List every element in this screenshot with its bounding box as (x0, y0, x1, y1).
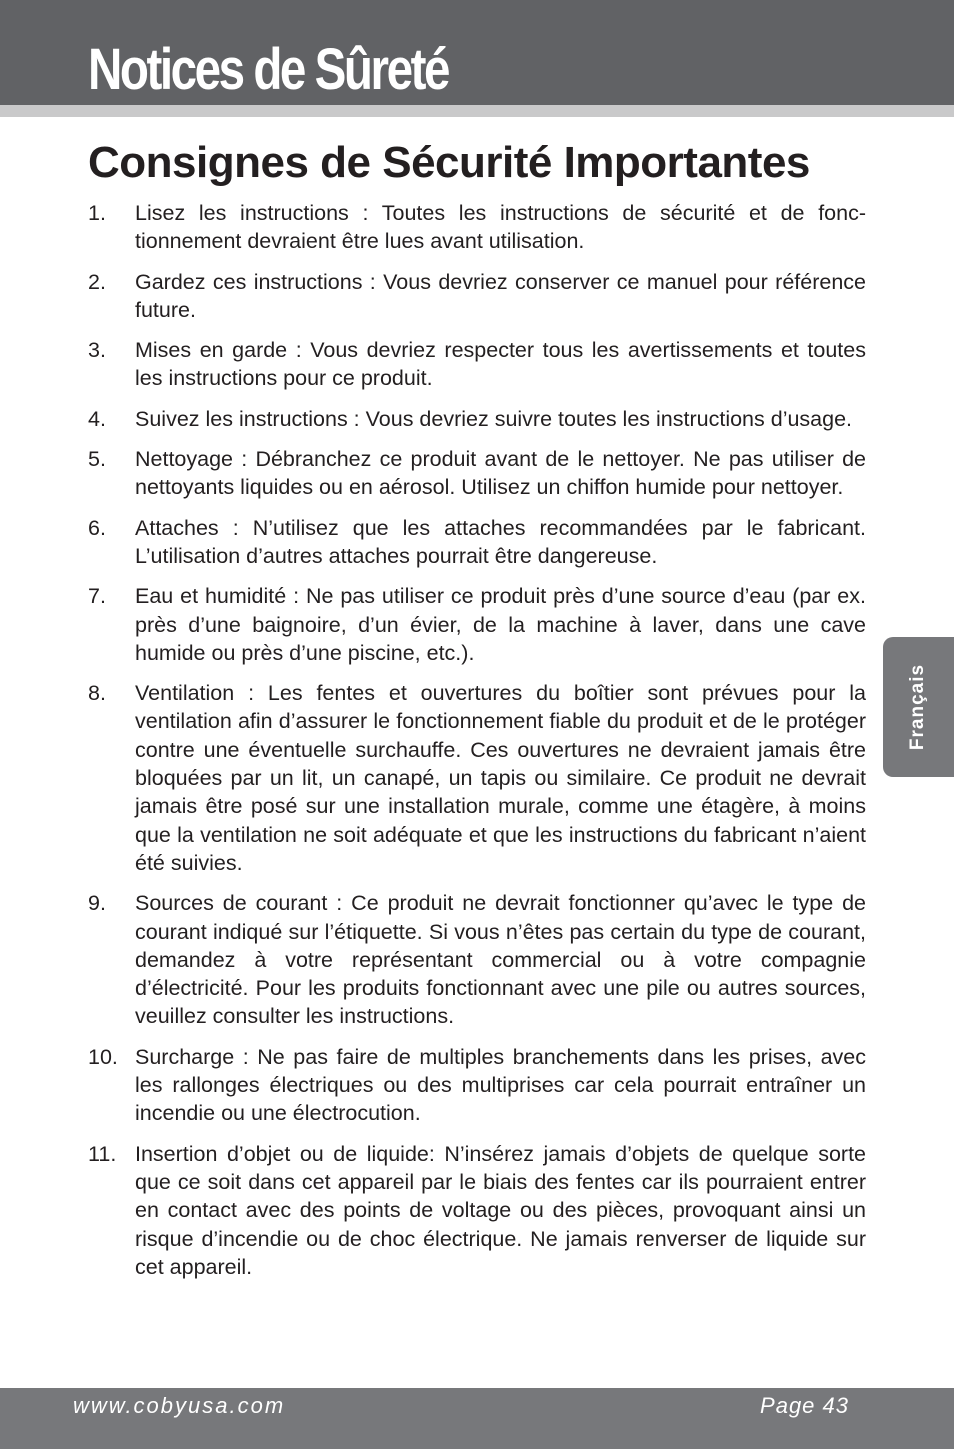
list-item (88, 679, 866, 877)
section-heading: Consignes de Sécurité Importantes (88, 138, 810, 187)
page-title: Notices de Sûreté (88, 37, 448, 102)
item-number: 8. (88, 681, 106, 706)
item-number: 9. (88, 891, 106, 916)
item-number: 3. (88, 338, 106, 363)
list-item (88, 445, 866, 502)
language-tab-label-wrap (883, 637, 954, 777)
item-text: Sources de courant : Ce produit ne devrait fonctionner qu’avec le type de courant indiqué sur l’étiquette. Si vous n’êtes pas certain du type de courant, demandez à votre représentant commercial ou à votre compagnie d’électricité. Pour les produits fonctionnant avec une pile ou autres sources, veuillez consulter les instructions. (135, 891, 866, 1029)
item-text: Eau et humidité : Ne pas utiliser ce produit près d’une source d’eau (par ex. près d’une baignoire, d’un évier, de la machine à laver, dans une cave humide ou près d’une piscine, etc.). (135, 584, 866, 665)
item-number: 5. (88, 447, 106, 472)
list-item (88, 199, 866, 256)
list-item (88, 268, 866, 325)
list-item (88, 1043, 866, 1128)
item-number: 6. (88, 515, 106, 540)
item-text: Insertion d’objet ou de liquide: N’insérez jamais d’objets de quelque sorte que ce soit dans cet appareil par le biais des fentes car ils pourraient entrer en contact avec des points de voltage ou des pièces, provoquant ainsi un risque d’incendie ou de choc électrique. Ne jamais renverser de liquide sur cet appareil. (135, 1141, 866, 1279)
safety-instructions-list (88, 199, 866, 1293)
item-text: Lisez les instructions : Toutes les instructions de sécurité et de fonctionnement devraient être lues avant utilisation. (135, 201, 866, 254)
item-text: Ventilation : Les fentes et ouvertures du boîtier sont prévues pour la ventilation afin d’assurer le fonctionnement fiable du produit et de le protéger contre une éventuelle surchauffe. Ces ouvertures ne devraient jamais être bloquées par un lit, un canapé, un tapis ou similaire. Ce produit ne devrait jamais être posé sur une installation murale, comme une étagère, à moins que la ventilation ne soit adéquate et que les instructions du fabricant n’aient été suivies. (135, 681, 866, 875)
item-number: 2. (88, 269, 106, 294)
item-text: Gardez ces instructions : Vous devriez conserver ce manuel pour référence future. (135, 269, 866, 322)
item-text: Nettoyage : Débranchez ce produit avant de le nettoyer. Ne pas utiliser de nettoyants liquides ou en aérosol. Utilisez un chiffon humide pour nettoyer. (135, 447, 866, 500)
list-item (88, 405, 866, 433)
item-text: Surcharge : Ne pas faire de multiples branchements dans les prises, avec les rallonges électriques ou des multiprises car cela pourrait entraîner un incendie ou une électrocution. (135, 1044, 866, 1126)
list-item (88, 336, 866, 393)
list-item (88, 1140, 866, 1281)
list-item (88, 514, 866, 571)
page-number: Page 43 (760, 1393, 849, 1418)
item-number: 1. (88, 201, 106, 225)
footer-url: www.cobyusa.com (73, 1393, 286, 1418)
item-number: 10. (88, 1044, 118, 1069)
item-number: 4. (88, 406, 106, 431)
item-text: Mises en garde : Vous devriez respecter tous les avertissements et toutes les instructions pour ce produit. (135, 338, 866, 391)
list-item (88, 889, 866, 1030)
item-text: Attaches : N’utilisez que les attaches recommandées par le fabricant. L’utilisation d’autres attaches pourrait être dangereuse. (135, 515, 866, 568)
item-number: 7. (88, 584, 106, 609)
item-text: Suivez les instructions : Vous devriez suivre toutes les instructions d’usage. (135, 406, 853, 431)
language-tab-label: Français (907, 663, 929, 751)
list-item (88, 582, 866, 667)
item-number: 11. (88, 1141, 117, 1166)
